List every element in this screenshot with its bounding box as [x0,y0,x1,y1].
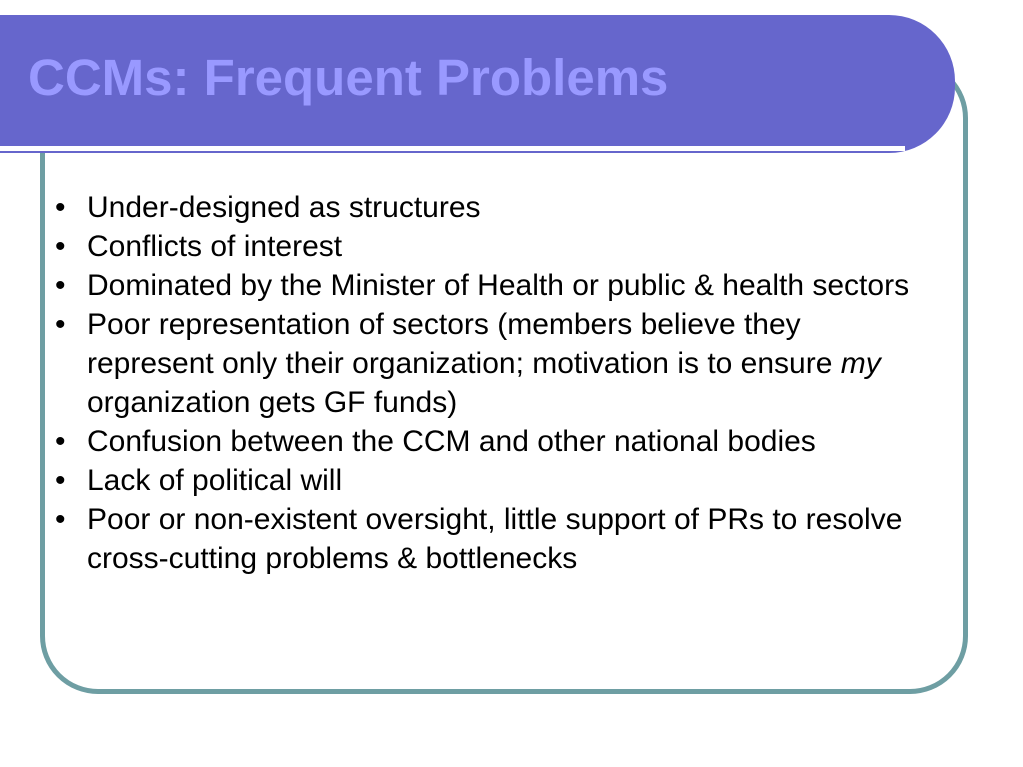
bullet-item [55,266,935,305]
bullet-list [55,188,935,578]
bullet-item [55,461,935,500]
bullet-text: Dominated by the Minister of Health or public & health sectors [87,269,910,302]
bullet-text: Confusion between the CCM and other national bodies [87,425,816,458]
bullet-dot: • [55,230,66,263]
bullet-dot: • [55,191,66,224]
bullet-text: Under-designed as structures [87,191,481,224]
bullet-item [55,500,935,578]
bullet-dot: • [55,425,66,458]
bullet-text: Poor or non-existent oversight, little support of PRs to resolve cross-cutting problems & bottlenecks [87,503,903,575]
bullet-text: Conflicts of interest [87,230,343,263]
bullet-text: Lack of political will [87,464,343,497]
bullet-item [55,188,935,227]
bullet-text-part: organization gets GF funds) [87,386,458,419]
bullet-dot: • [55,308,66,341]
bullet-dot: • [55,503,66,536]
bullet-dot: • [55,269,66,302]
bullet-text-emphasis: my [840,347,881,380]
bullet-item [55,422,935,461]
bullet-item [55,305,935,422]
bullet-text-part: Poor representation of sectors (members believe they represent only their organization; motivation is to ensure [87,308,841,380]
bullet-item [55,227,935,266]
slide-title: CCMs: Frequent Problems [28,49,669,106]
title-underline [0,146,905,151]
bullet-dot: • [55,464,66,497]
